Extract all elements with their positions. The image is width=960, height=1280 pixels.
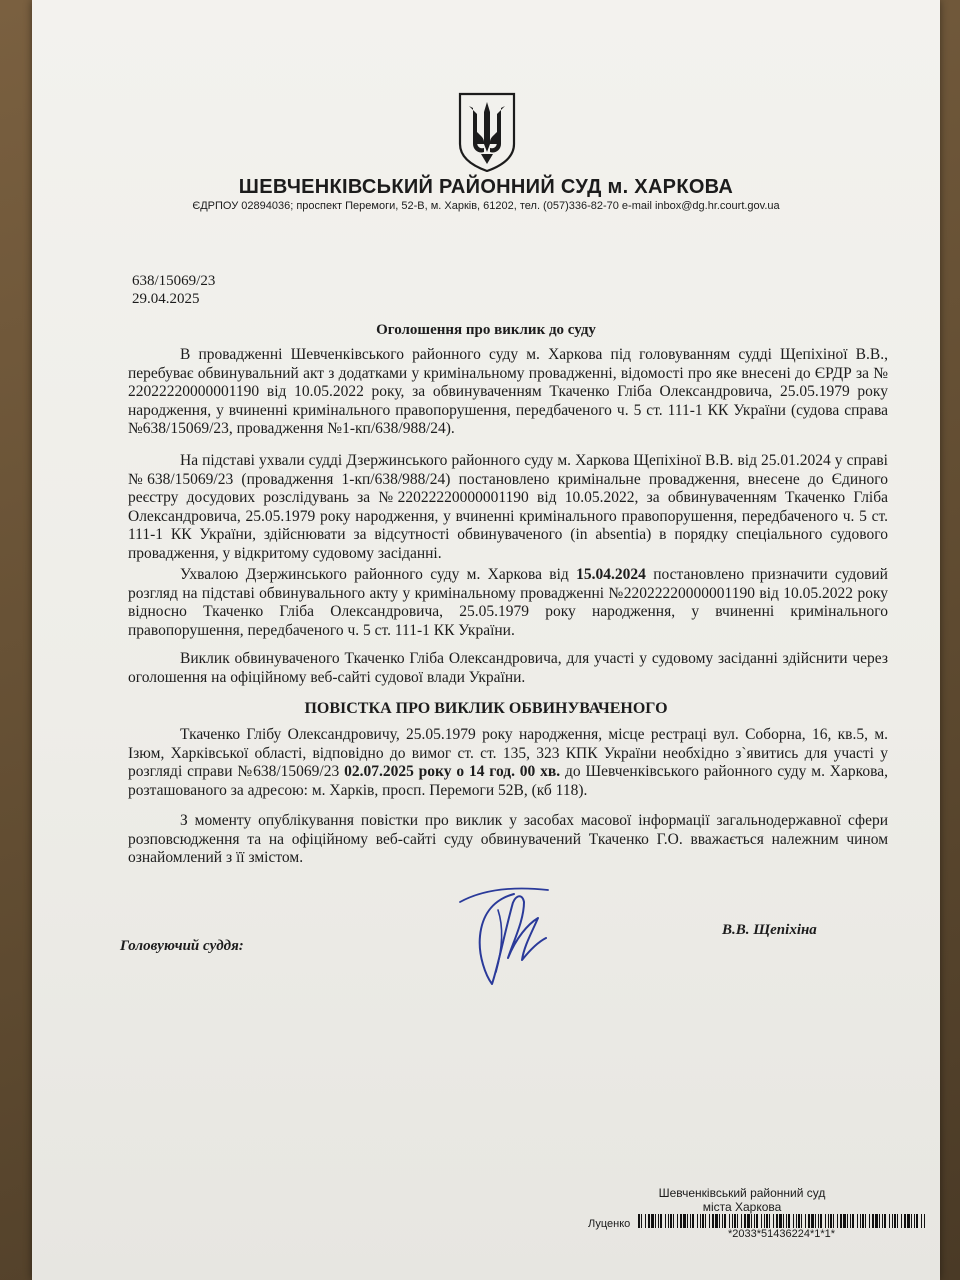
barcode-bar	[638, 1214, 640, 1228]
barcode-bar	[786, 1214, 787, 1228]
barcode-bar	[648, 1214, 650, 1228]
barcode-bar	[744, 1214, 746, 1228]
barcode-bar	[828, 1214, 829, 1228]
barcode-bar	[801, 1214, 802, 1228]
barcode-bar	[741, 1214, 742, 1228]
barcode-bar	[680, 1214, 682, 1228]
document-date: 29.04.2025	[132, 291, 200, 307]
stamp-line-2: міста Харкова	[702, 1200, 782, 1214]
barcode-bar	[815, 1214, 816, 1228]
barcode-bar	[761, 1214, 762, 1228]
barcode-bar	[677, 1214, 678, 1228]
barcode-bar	[830, 1214, 832, 1228]
barcode-bar	[715, 1214, 718, 1228]
barcode-bar	[808, 1214, 810, 1228]
subpoena-paragraph-2: З моменту опублікування повістки про виклик у засобах масової інформації загальнодержавної сфери розповсюдження та на офіційному веб-сайті суду обвинувачений Ткаченко Г.О. вважається належним чином ознайомлений з її змістом.	[128, 812, 888, 866]
barcode-bar	[820, 1214, 822, 1228]
barcode-bar	[847, 1214, 848, 1228]
barcode-bar	[734, 1214, 736, 1228]
barcode-bar	[641, 1214, 642, 1228]
barcode-bar	[651, 1214, 654, 1228]
barcode-bar	[788, 1214, 790, 1228]
barcode-bar	[818, 1214, 819, 1228]
barcode-bar	[924, 1214, 925, 1228]
court-name: ШЕВЧЕНКІВСЬКИЙ РАЙОННИЙ СУД м. ХАРКОВА	[238, 176, 734, 198]
barcode-bar	[756, 1214, 758, 1228]
subpoena-text-b: до Шевченківського районного суду м. Харкова, розташованого за адресою: м. Харків, просп. Перемоги 52В, (кб 118).	[128, 763, 888, 799]
barcode-bar	[658, 1214, 659, 1228]
barcode-bar	[769, 1214, 770, 1228]
barcode-bar	[837, 1214, 838, 1228]
barcode-bar	[764, 1214, 765, 1228]
handwritten-signature	[452, 880, 552, 990]
barcode-bar	[729, 1214, 730, 1228]
barcode-bar	[670, 1214, 672, 1228]
barcode-bar	[894, 1214, 896, 1228]
barcode-bar	[668, 1214, 669, 1228]
barcode-bar	[882, 1214, 883, 1228]
barcode-bar	[857, 1214, 858, 1228]
barcode-bar	[660, 1214, 662, 1228]
barcode-bar	[884, 1214, 886, 1228]
subpoena-title: ПОВІСТКА ПРО ВИКЛИК ОБВИНУВАЧЕНОГО	[304, 700, 668, 717]
barcode-bar	[773, 1214, 774, 1228]
paragraph-3-text-b: постановлено призначити судовий розгляд на підставі обвинувального акту у кримінальному провадженні №22022220000001190 від 10.05.2022 року відносно Ткаченко Гліба Олександровича, 25.05.1979 року народження, у вчиненні кримінального правопорушення, передбаченого ч. 5 ст. 111-1 КК України.	[128, 566, 888, 639]
barcode	[638, 1214, 928, 1228]
barcode-bar	[754, 1214, 755, 1228]
barcode-bar	[843, 1214, 846, 1228]
barcode-bar	[872, 1214, 874, 1228]
barcode-bar	[732, 1214, 733, 1228]
barcode-bar	[665, 1214, 666, 1228]
barcode-bar	[921, 1214, 922, 1228]
barcode-text: *2033*51436224*1*1*	[728, 1228, 836, 1240]
paragraph-3-text-a: Ухвалою Дзержинського районного суду м. Харкова від	[180, 566, 577, 583]
barcode-bar	[722, 1214, 723, 1228]
barcode-bar	[697, 1214, 698, 1228]
barcode-bar	[751, 1214, 752, 1228]
subpoena-paragraph-1	[128, 726, 888, 800]
barcode-bar	[793, 1214, 794, 1228]
document-page	[32, 0, 940, 1280]
barcode-bar	[798, 1214, 800, 1228]
barcode-bar	[825, 1214, 826, 1228]
subpoena-text-a: Ткаченко Глібу Олександровичу, 25.05.1979 року народження, місце рестраці вул. Соборна, 16, кв.5, м. Ізюм, Харківської області, відповідно до вимог ст. ст. 135, 323 КПК України необхідно з`явитись для участі у розгляді справи №638/15069/23	[128, 726, 888, 780]
barcode-bar	[840, 1214, 842, 1228]
barcode-bar	[833, 1214, 834, 1228]
judge-name: В.В. Щепіхіна	[722, 922, 817, 938]
barcode-bar	[737, 1214, 738, 1228]
barcode-bar	[811, 1214, 814, 1228]
barcode-bar	[852, 1214, 854, 1228]
barcode-bar	[700, 1214, 701, 1228]
barcode-bar	[914, 1214, 915, 1228]
case-number: 638/15069/23	[132, 273, 216, 289]
barcode-bar	[645, 1214, 646, 1228]
barcode-bar	[683, 1214, 686, 1228]
barcode-bar	[702, 1214, 704, 1228]
barcode-bar	[724, 1214, 726, 1228]
barcode-bar	[687, 1214, 688, 1228]
barcode-bar	[709, 1214, 710, 1228]
barcode-bar	[712, 1214, 714, 1228]
barcode-bar	[705, 1214, 706, 1228]
barcode-bar	[690, 1214, 691, 1228]
barcode-bar	[776, 1214, 778, 1228]
barcode-bar	[655, 1214, 656, 1228]
court-stamp	[592, 1186, 892, 1214]
trident-emblem-icon	[457, 92, 517, 172]
barcode-bar	[783, 1214, 784, 1228]
barcode-bar	[892, 1214, 893, 1228]
barcode-bar	[692, 1214, 694, 1228]
barcode-bar	[850, 1214, 851, 1228]
barcode-bar	[879, 1214, 880, 1228]
barcode-bar	[875, 1214, 878, 1228]
barcode-bar	[911, 1214, 912, 1228]
clerk-name: Луценко	[588, 1218, 631, 1230]
presiding-judge-label: Головуючий суддя:	[120, 938, 244, 954]
barcode-bar	[865, 1214, 866, 1228]
barcode-bar	[862, 1214, 864, 1228]
barcode-bar	[719, 1214, 720, 1228]
barcode-bar	[901, 1214, 902, 1228]
announcement-paragraph-1: В провадженні Шевченківського районного суду м. Харкова під головуванням судді Щепіхіної В.В., перебуває обвинувальний акт з додатками у кримінальному провадженні, відомості про яке внесені до ЄРДР за № 22022220000001190 від 10.05.2022 року, за обвинуваченням Ткаченко Гліба Олександровича, 25.05.1979 року народження, у вчиненні кримінального правопорушення, передбаченого ч. 5 ст. 111-1 КК України (судова справа №638/15069/23, провадження №1-кп/638/988/24).	[128, 346, 888, 437]
hearing-order-date: 15.04.2024	[576, 566, 646, 583]
barcode-bar	[916, 1214, 918, 1228]
announcement-paragraph-4: Виклик обвинуваченого Ткаченко Гліба Олександровича, для участі у судовому засіданні здійснити через оголошення на офіційному веб-сайті судової влади України.	[128, 650, 888, 686]
barcode-bar	[889, 1214, 890, 1228]
court-contacts: ЄДРПОУ 02894036; проспект Перемоги, 52-В, м. Харків, 61202, тел. (057)336-82-70 e-mail inbox@dg.hr.court.gov.ua	[192, 200, 780, 212]
barcode-bar	[805, 1214, 806, 1228]
announcement-title: Оголошення про виклик до суду	[376, 322, 596, 338]
barcode-bar	[673, 1214, 674, 1228]
barcode-bar	[897, 1214, 898, 1228]
hearing-datetime: 02.07.2025 року о 14 год. 00 хв.	[344, 763, 561, 780]
barcode-bar	[796, 1214, 797, 1228]
barcode-bar	[904, 1214, 906, 1228]
stamp-line-1: Шевченківський районний суд	[658, 1186, 826, 1200]
barcode-bar	[907, 1214, 910, 1228]
announcement-paragraph-3	[128, 566, 888, 640]
announcement-paragraph-2: На підставі ухвали судді Дзержинського районного суду м. Харкова Щепіхіної В.В. від 25.01.2024 у справі №638/15069/23 (провадження 1-кп/638/988/24) постановлено кримінальне провадження, внесене до Єдиного реєстру досудових розслідувань за №22022220000001190 від 10.05.2022, за обвинуваченням Ткаченко Гліба Олександровича, 25.05.1979 року народження, у вчиненні кримінального правопорушення, передбаченого ч. 5 ст. 111-1 КК України, здійснювати за відсутності обвинуваченого (in absentia) в порядку спеціального судового провадження, у відкритому судовому засіданні.	[128, 452, 888, 562]
barcode-bar	[869, 1214, 870, 1228]
barcode-bar	[860, 1214, 861, 1228]
barcode-bar	[779, 1214, 782, 1228]
barcode-bar	[766, 1214, 768, 1228]
barcode-bar	[747, 1214, 750, 1228]
